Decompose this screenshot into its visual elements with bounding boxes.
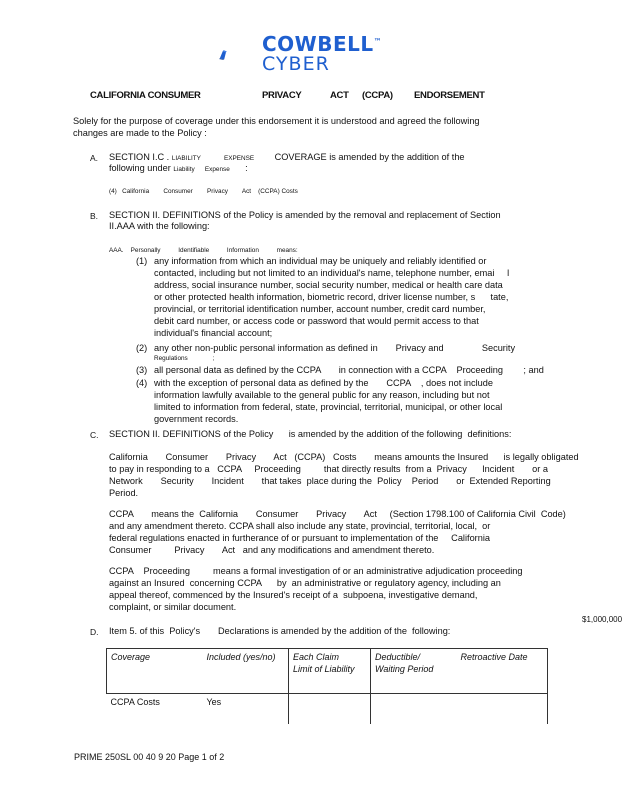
- table-row: [107, 694, 548, 724]
- list-line: or other protected health information, biometric record, driver license number, s tate,: [154, 291, 509, 302]
- section-d-marker: D.: [90, 627, 99, 637]
- section-a-following: following under: [109, 163, 171, 173]
- section-b-marker: B.: [90, 211, 99, 221]
- def-line: against an Insured concerning CCPA by an administrative or regulatory agency, including an: [109, 577, 501, 588]
- def-line: California Consumer Privacy Act (CCPA) Costs means amounts the Insured is legally obligated: [109, 452, 579, 462]
- title-part-3: ACT: [330, 90, 349, 101]
- list-line: limited to information from federal, state, provincial, territorial, municipal, or other local: [154, 401, 503, 412]
- section-d-line: Item 5. of this Policy's Declarations is amended by the addition of the following:: [109, 626, 451, 636]
- table-header: Included (yes/no): [203, 649, 289, 694]
- list-line: debit card number, or access code or password that would permit access to that: [154, 315, 479, 326]
- section-a-liability: LIABILITY: [171, 155, 201, 162]
- list-line: provincial, or territorial identification number, account number, credit card number,: [154, 303, 486, 314]
- section-b-line-2: II.AAA with the following:: [109, 221, 210, 231]
- list-item-body: [154, 365, 544, 377]
- section-a-expense: EXPENSE: [223, 155, 255, 162]
- logo-tm: ™: [373, 37, 383, 46]
- section-a-line-2: [109, 163, 248, 175]
- title-part-2: PRIVACY: [262, 90, 302, 101]
- list-line: government records.: [154, 413, 239, 424]
- list-item-body: [154, 256, 509, 340]
- def-line: federal regulations enacted in furtherance of or pursuant to implementation of the California: [109, 532, 490, 543]
- list-item: [136, 256, 546, 340]
- list-item-num: (1): [136, 256, 148, 266]
- list-item-num: (2): [136, 342, 148, 353]
- section-b-list: [136, 256, 546, 426]
- title-part-1: CALIFORNIA CONSUMER: [90, 90, 201, 101]
- section-a-colon: :: [245, 163, 248, 173]
- def-line: CCPA means the California Consumer Privacy Act (Section 1798.100 of California Civil Code): [109, 509, 566, 519]
- declarations-table: [106, 648, 548, 724]
- table-cell: Yes: [206, 697, 222, 707]
- list-item-num: (3): [136, 364, 148, 375]
- def-line: complaint, or similar document.: [109, 601, 237, 612]
- section-a-coverage: COVERAGE is amended by the addition of the: [274, 152, 465, 162]
- list-line: any other non-public personal information as defined in Privacy and Security: [154, 342, 516, 353]
- list-line: Regulations ;: [154, 354, 215, 362]
- section-c-marker: C.: [90, 430, 99, 440]
- def-line: appeal thereof, commenced by the Insured's receipt of a subpoena, investigative demand,: [109, 589, 478, 600]
- def-line: to pay in responding to a CCPA Proceeding that directly results from a Privacy Incident or a: [109, 463, 548, 474]
- section-c-def-2: [109, 509, 566, 557]
- list-item: [136, 365, 546, 377]
- list-line: address, social insurance number, social security number, medical or health care data: [154, 279, 503, 290]
- def-line: Period.: [109, 487, 139, 498]
- logo-line1: COWBELL: [262, 32, 374, 56]
- title-part-4: (CCPA): [362, 90, 393, 101]
- list-line: individual's financial account;: [154, 327, 273, 338]
- list-item-body: [154, 343, 515, 363]
- table-cell: [289, 694, 371, 724]
- list-item: [136, 343, 546, 363]
- title-part-5: ENDORSEMENT: [414, 90, 485, 101]
- table-header-row: [107, 649, 548, 694]
- list-line: contacted, including but not limited to an individual's name, telephone number, emai l: [154, 267, 510, 278]
- section-b-line-1: SECTION II. DEFINITIONS of the Policy is amended by the removal and replacement of Section: [109, 210, 501, 220]
- table-cell: CCPA Costs: [110, 697, 160, 707]
- list-line: all personal data as defined by the CCPA in connection with a CCPA Proceeding ; and: [154, 364, 544, 375]
- list-item-num: (4): [136, 377, 148, 388]
- list-line: with the exception of personal data as defined by the CCPA , does not include: [154, 377, 493, 388]
- table-header: Each Claim Limit of Liability: [289, 649, 371, 694]
- logo-line2: CYBER: [262, 53, 330, 75]
- cowbell-logo-icon: [218, 32, 260, 78]
- def-line: Network Security Incident that takes place during the Policy Period or Extended Reporting: [109, 475, 551, 486]
- section-a-expense-2: Expense: [204, 166, 230, 173]
- section-c-def-1: [109, 452, 579, 500]
- amount-text: $1,000,000: [582, 615, 622, 624]
- section-a-sub: (4) California Consumer Privacy Act (CCPA) Costs: [109, 188, 298, 195]
- def-line: Consumer Privacy Act and any modifications and amendment thereto.: [109, 544, 435, 555]
- section-a-marker: A.: [90, 153, 99, 163]
- list-item: [136, 378, 546, 426]
- section-c-line-1: SECTION II. DEFINITIONS of the Policy is amended by the addition of the following definitions:: [109, 429, 512, 439]
- logo-wordmark: [262, 34, 382, 74]
- table-header: Deductible/ Waiting Period: [371, 649, 457, 694]
- list-line: information lawfully available to the general public for any reason, including but not: [154, 389, 490, 400]
- table-cell: [371, 694, 457, 724]
- table-header: Coverage: [107, 649, 203, 694]
- footer-text: PRIME 250SL 00 40 9 20 Page 1 of 2: [74, 752, 225, 762]
- list-line: any information from which an individual may be uniquely and reliably identified or: [154, 256, 487, 266]
- table-header: Retroactive Date: [457, 649, 548, 694]
- section-a-liability-2: Liability: [173, 166, 195, 173]
- def-line: CCPA Proceeding means a formal investigation of or an administrative adjudication proceeding: [109, 566, 523, 576]
- section-b-aaa: AAA. Personally Identifiable Information means:: [109, 247, 298, 254]
- table-cell: [457, 694, 548, 724]
- list-item-body: [154, 378, 502, 426]
- intro-line-1: Solely for the purpose of coverage under this endorsement it is understood and agreed the following: [73, 116, 480, 126]
- section-c-def-3: [109, 566, 549, 614]
- intro-line-2: changes are made to the Policy :: [73, 128, 207, 138]
- section-a-text: SECTION I.C .: [109, 152, 170, 162]
- def-line: and any amendment thereto. CCPA shall also include any state, provincial, territorial, local, or: [109, 520, 491, 531]
